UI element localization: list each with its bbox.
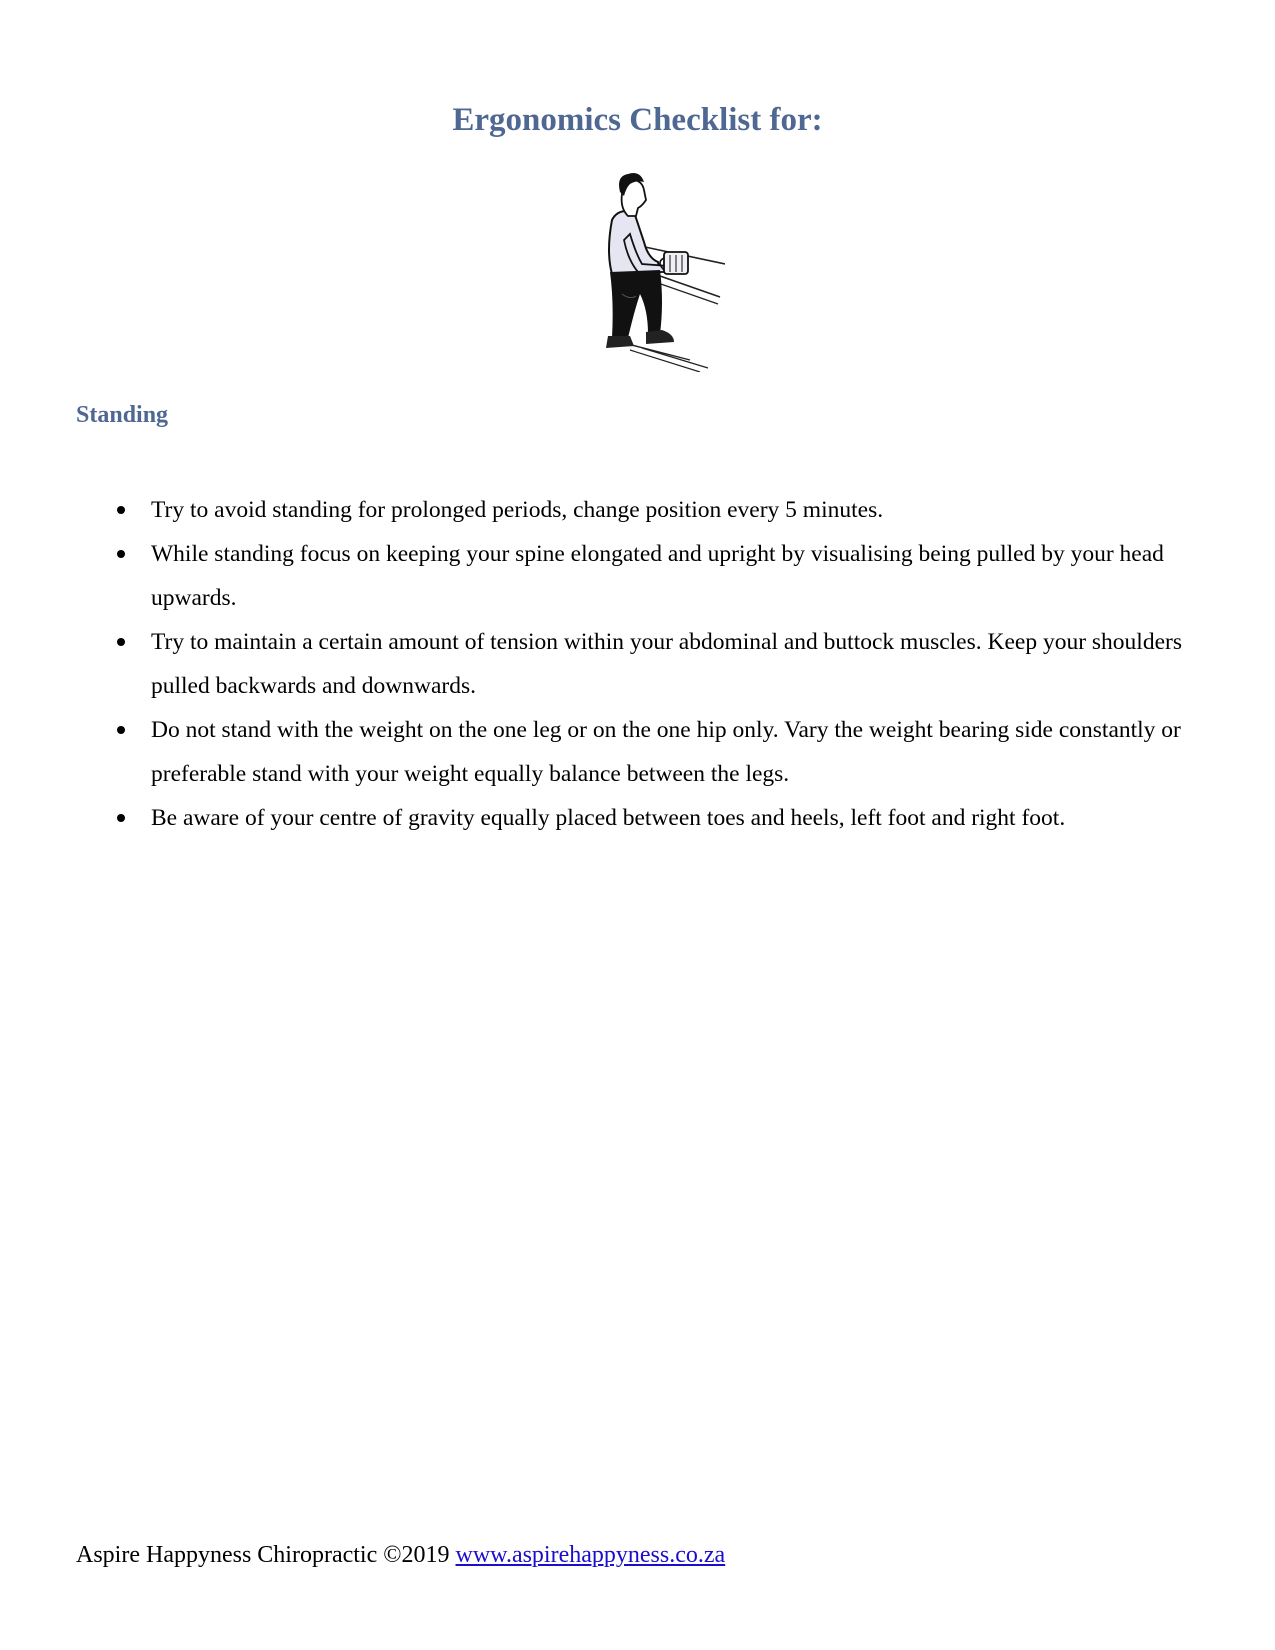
document-title: Ergonomics Checklist for: xyxy=(452,102,823,138)
website-link[interactable]: www.aspirehappyness.co.za xyxy=(455,1542,726,1568)
illustration-graphic xyxy=(590,172,725,372)
footer-copyright: Aspire Happyness Chiropractic ©2019 xyxy=(76,1542,450,1568)
checklist-item xyxy=(110,796,1190,840)
bullet-icon xyxy=(117,506,125,514)
person-standing-at-counter-illustration xyxy=(590,172,725,372)
checklist-item-text: Be aware of your centre of gravity equally placed between toes and heels, left foot and right foot. xyxy=(151,805,1066,831)
checklist-item-text: Try to maintain a certain amount of tension within your abdominal and buttock muscles. Keep your shoulders pulled backwards and downwards. xyxy=(151,629,1182,699)
bullet-icon xyxy=(117,550,125,558)
bullet-icon xyxy=(117,814,125,822)
checklist-item xyxy=(110,708,1190,796)
section-heading-standing: Standing xyxy=(76,402,169,428)
checklist-item-text: While standing focus on keeping your spine elongated and upright by visualising being pulled by your head upwards. xyxy=(151,541,1164,611)
checklist-item-text: Do not stand with the weight on the one leg or on the one hip only. Vary the weight bearing side constantly or preferable stand with your weight equally balance between the legs. xyxy=(151,717,1181,787)
checklist-item xyxy=(110,532,1190,620)
checklist-item xyxy=(110,620,1190,708)
standing-checklist xyxy=(110,488,1190,840)
bullet-icon xyxy=(117,726,125,734)
bullet-icon xyxy=(117,638,125,646)
checklist-item-text: Try to avoid standing for prolonged periods, change position every 5 minutes. xyxy=(151,497,884,523)
checklist-item xyxy=(110,488,1190,532)
page-footer xyxy=(76,1540,725,1570)
